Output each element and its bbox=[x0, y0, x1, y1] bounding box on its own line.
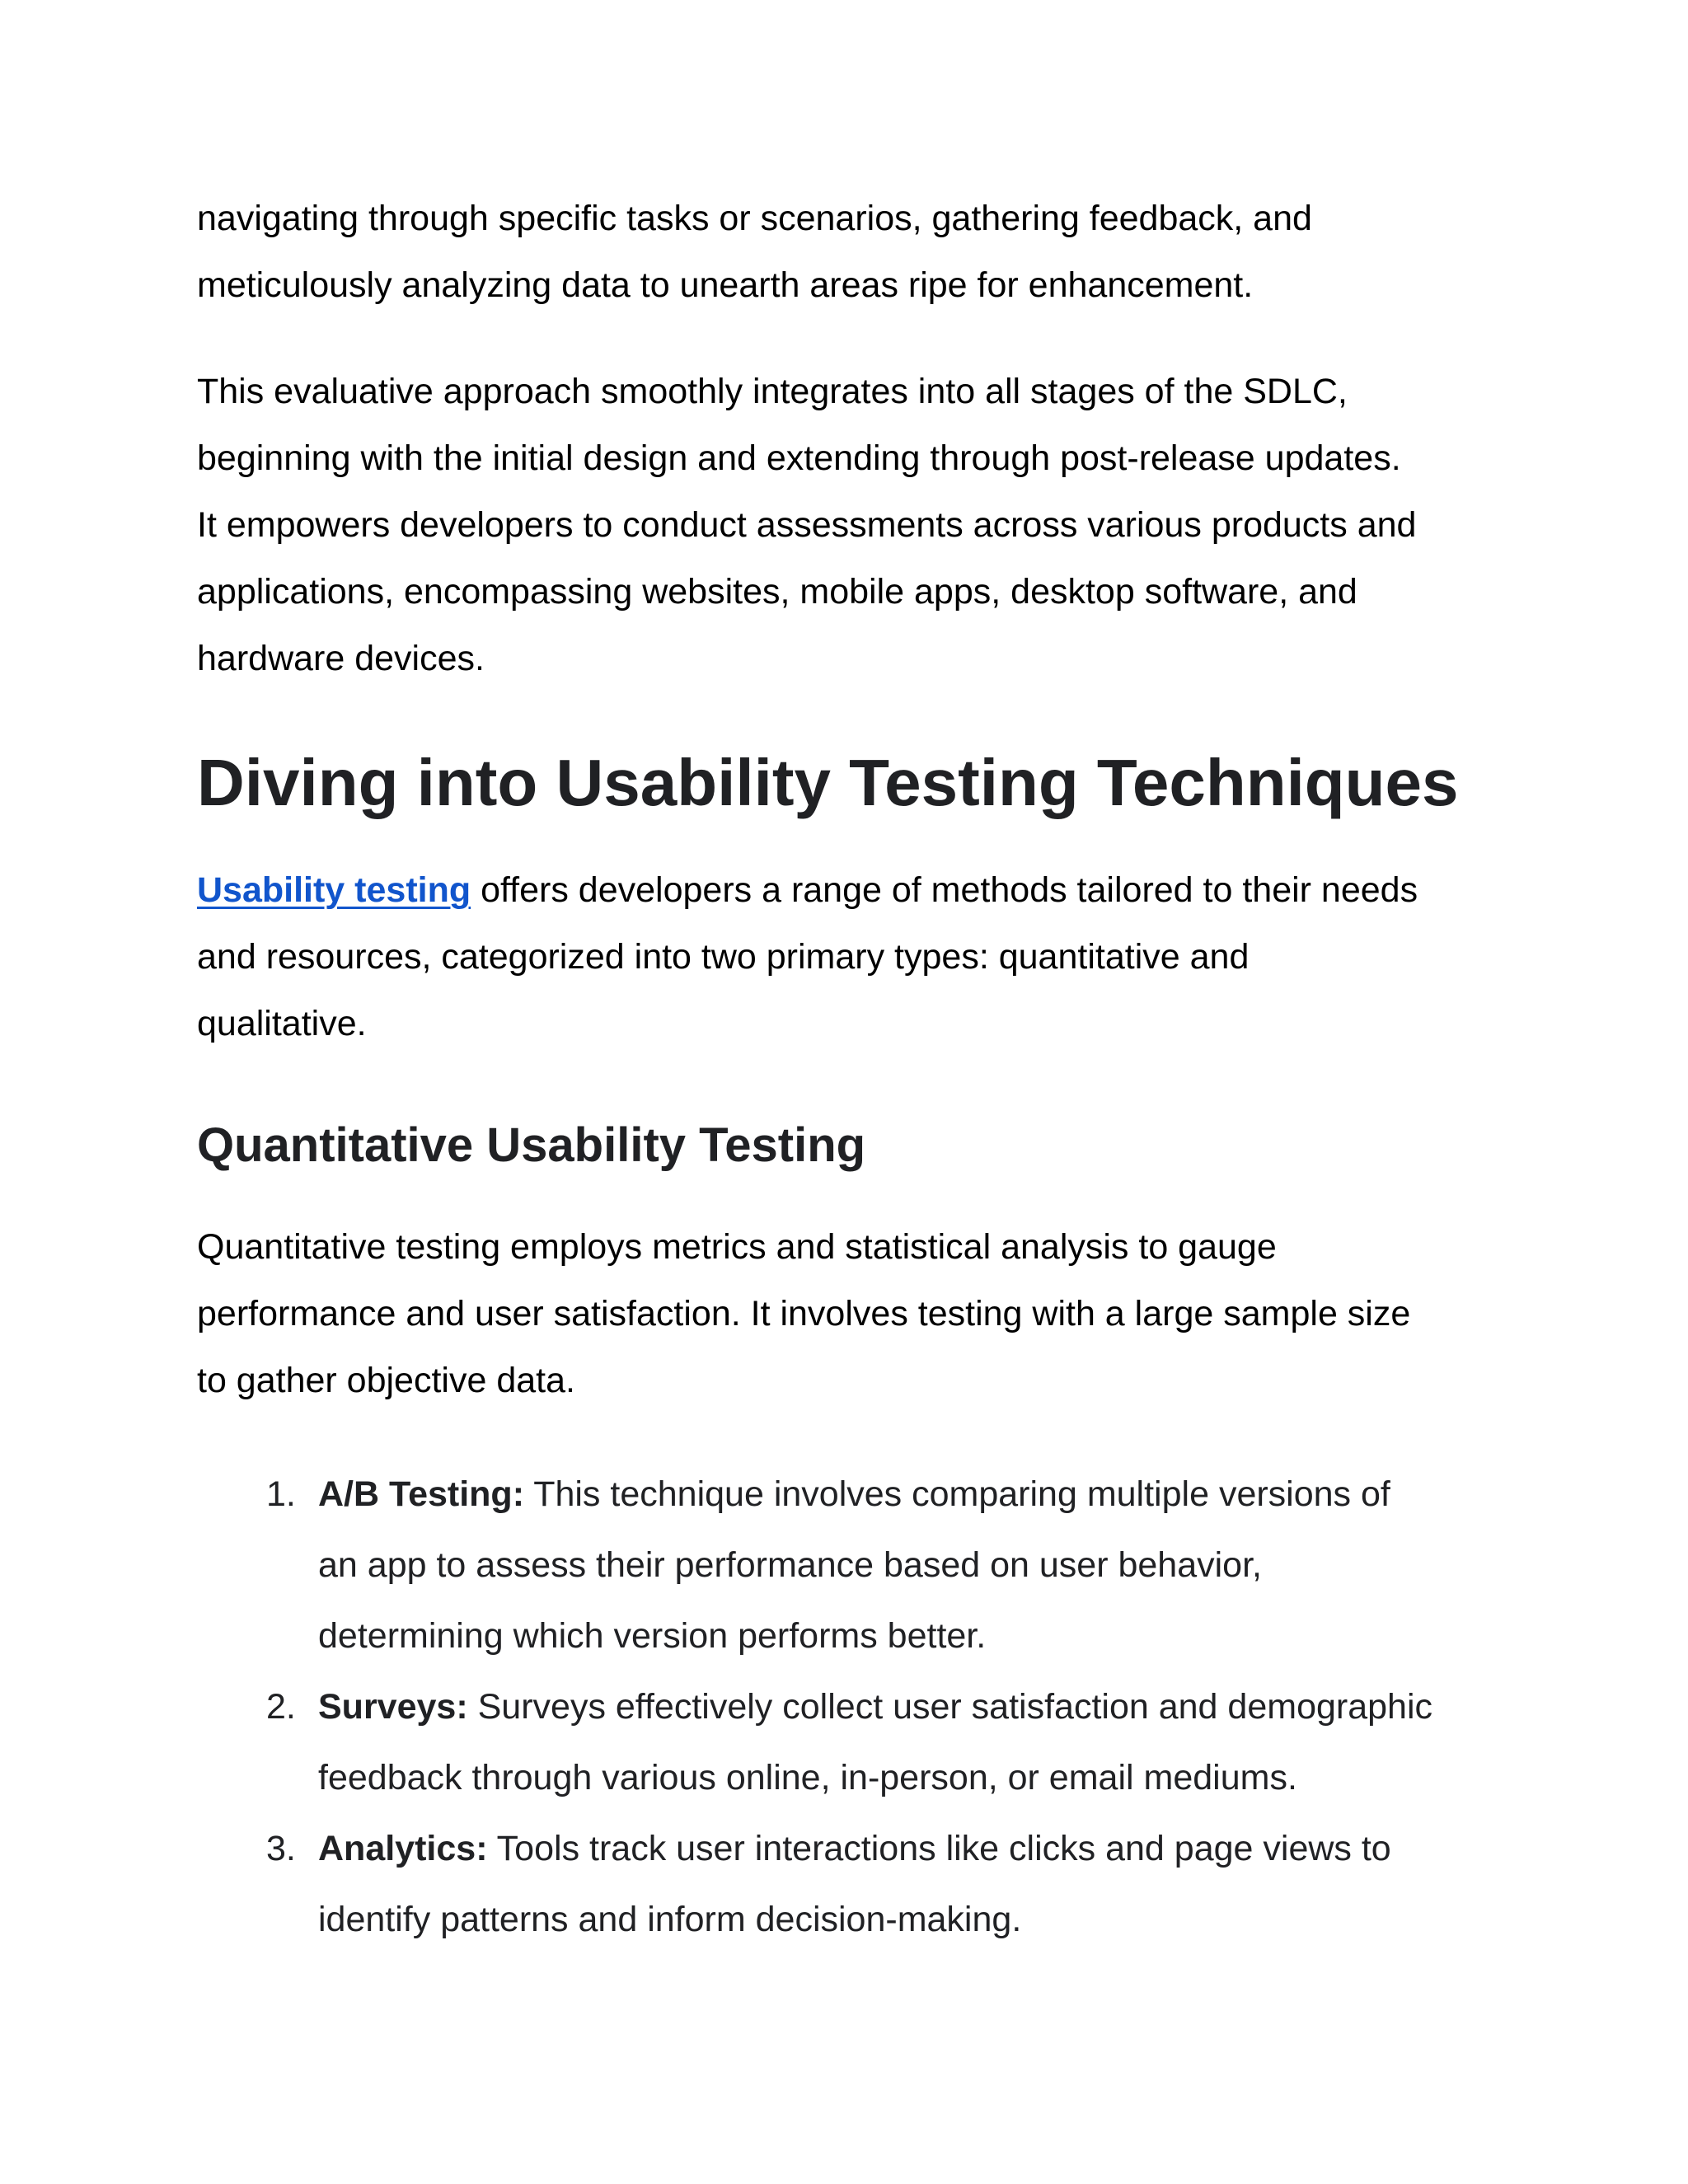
text-line bbox=[318, 1459, 1499, 1530]
list-term: A/B Testing: bbox=[318, 1474, 525, 1514]
text-span: offers developers a range of methods tailored to their needs bbox=[471, 870, 1418, 910]
text-line: determining which version performs better. bbox=[318, 1616, 987, 1656]
list-item bbox=[197, 1459, 1499, 1671]
text-line: and resources, categorized into two primary types: quantitative and bbox=[197, 937, 1250, 977]
text-span: Surveys effectively collect user satisfaction and demographic bbox=[467, 1687, 1433, 1727]
list-number: 2. bbox=[266, 1687, 296, 1727]
text-line: It empowers developers to conduct assessments across various products and bbox=[197, 505, 1417, 545]
usability-testing-link[interactable]: Usability testing bbox=[197, 870, 471, 910]
text-span: This technique involves comparing multiple versions of bbox=[524, 1474, 1390, 1514]
text-line: hardware devices. bbox=[197, 639, 485, 678]
text-line: qualitative. bbox=[197, 1004, 367, 1043]
list-item bbox=[197, 1671, 1499, 1813]
text-span: Tools track user interactions like clicks and page views to bbox=[487, 1829, 1391, 1868]
list-number: 3. bbox=[266, 1829, 296, 1868]
techniques-paragraph bbox=[197, 857, 1499, 1057]
text-line: navigating through specific tasks or scenarios, gathering feedback, and bbox=[197, 199, 1312, 238]
list-item bbox=[197, 1813, 1499, 1955]
text-line: to gather objective data. bbox=[197, 1361, 575, 1400]
text-line: identify patterns and inform decision-making. bbox=[318, 1900, 1022, 1939]
section-heading: Diving into Usability Testing Techniques bbox=[197, 746, 1459, 819]
text-line bbox=[197, 857, 1499, 924]
text-line: beginning with the initial design and extending through post-release updates. bbox=[197, 438, 1401, 478]
text-line: Quantitative testing employs metrics and statistical analysis to gauge bbox=[197, 1227, 1277, 1267]
sdlc-paragraph bbox=[197, 359, 1499, 692]
text-line: an app to assess their performance based on user behavior, bbox=[318, 1545, 1262, 1585]
text-line: This evaluative approach smoothly integrates into all stages of the SDLC, bbox=[197, 372, 1348, 411]
text-line: applications, encompassing websites, mobile apps, desktop software, and bbox=[197, 572, 1357, 612]
methods-list bbox=[197, 1459, 1499, 1955]
text-line: meticulously analyzing data to unearth areas ripe for enhancement. bbox=[197, 265, 1254, 305]
text-line bbox=[318, 1671, 1499, 1742]
text-line: feedback through various online, in-person, or email mediums. bbox=[318, 1758, 1297, 1797]
list-term: Surveys: bbox=[318, 1687, 468, 1727]
text-line: performance and user satisfaction. It involves testing with a large sample size bbox=[197, 1294, 1411, 1333]
quantitative-paragraph bbox=[197, 1214, 1499, 1414]
intro-paragraph bbox=[197, 185, 1499, 319]
subsection-heading: Quantitative Usability Testing bbox=[197, 1118, 866, 1172]
list-number: 1. bbox=[266, 1474, 296, 1514]
text-line bbox=[318, 1813, 1499, 1884]
list-term: Analytics: bbox=[318, 1829, 488, 1868]
